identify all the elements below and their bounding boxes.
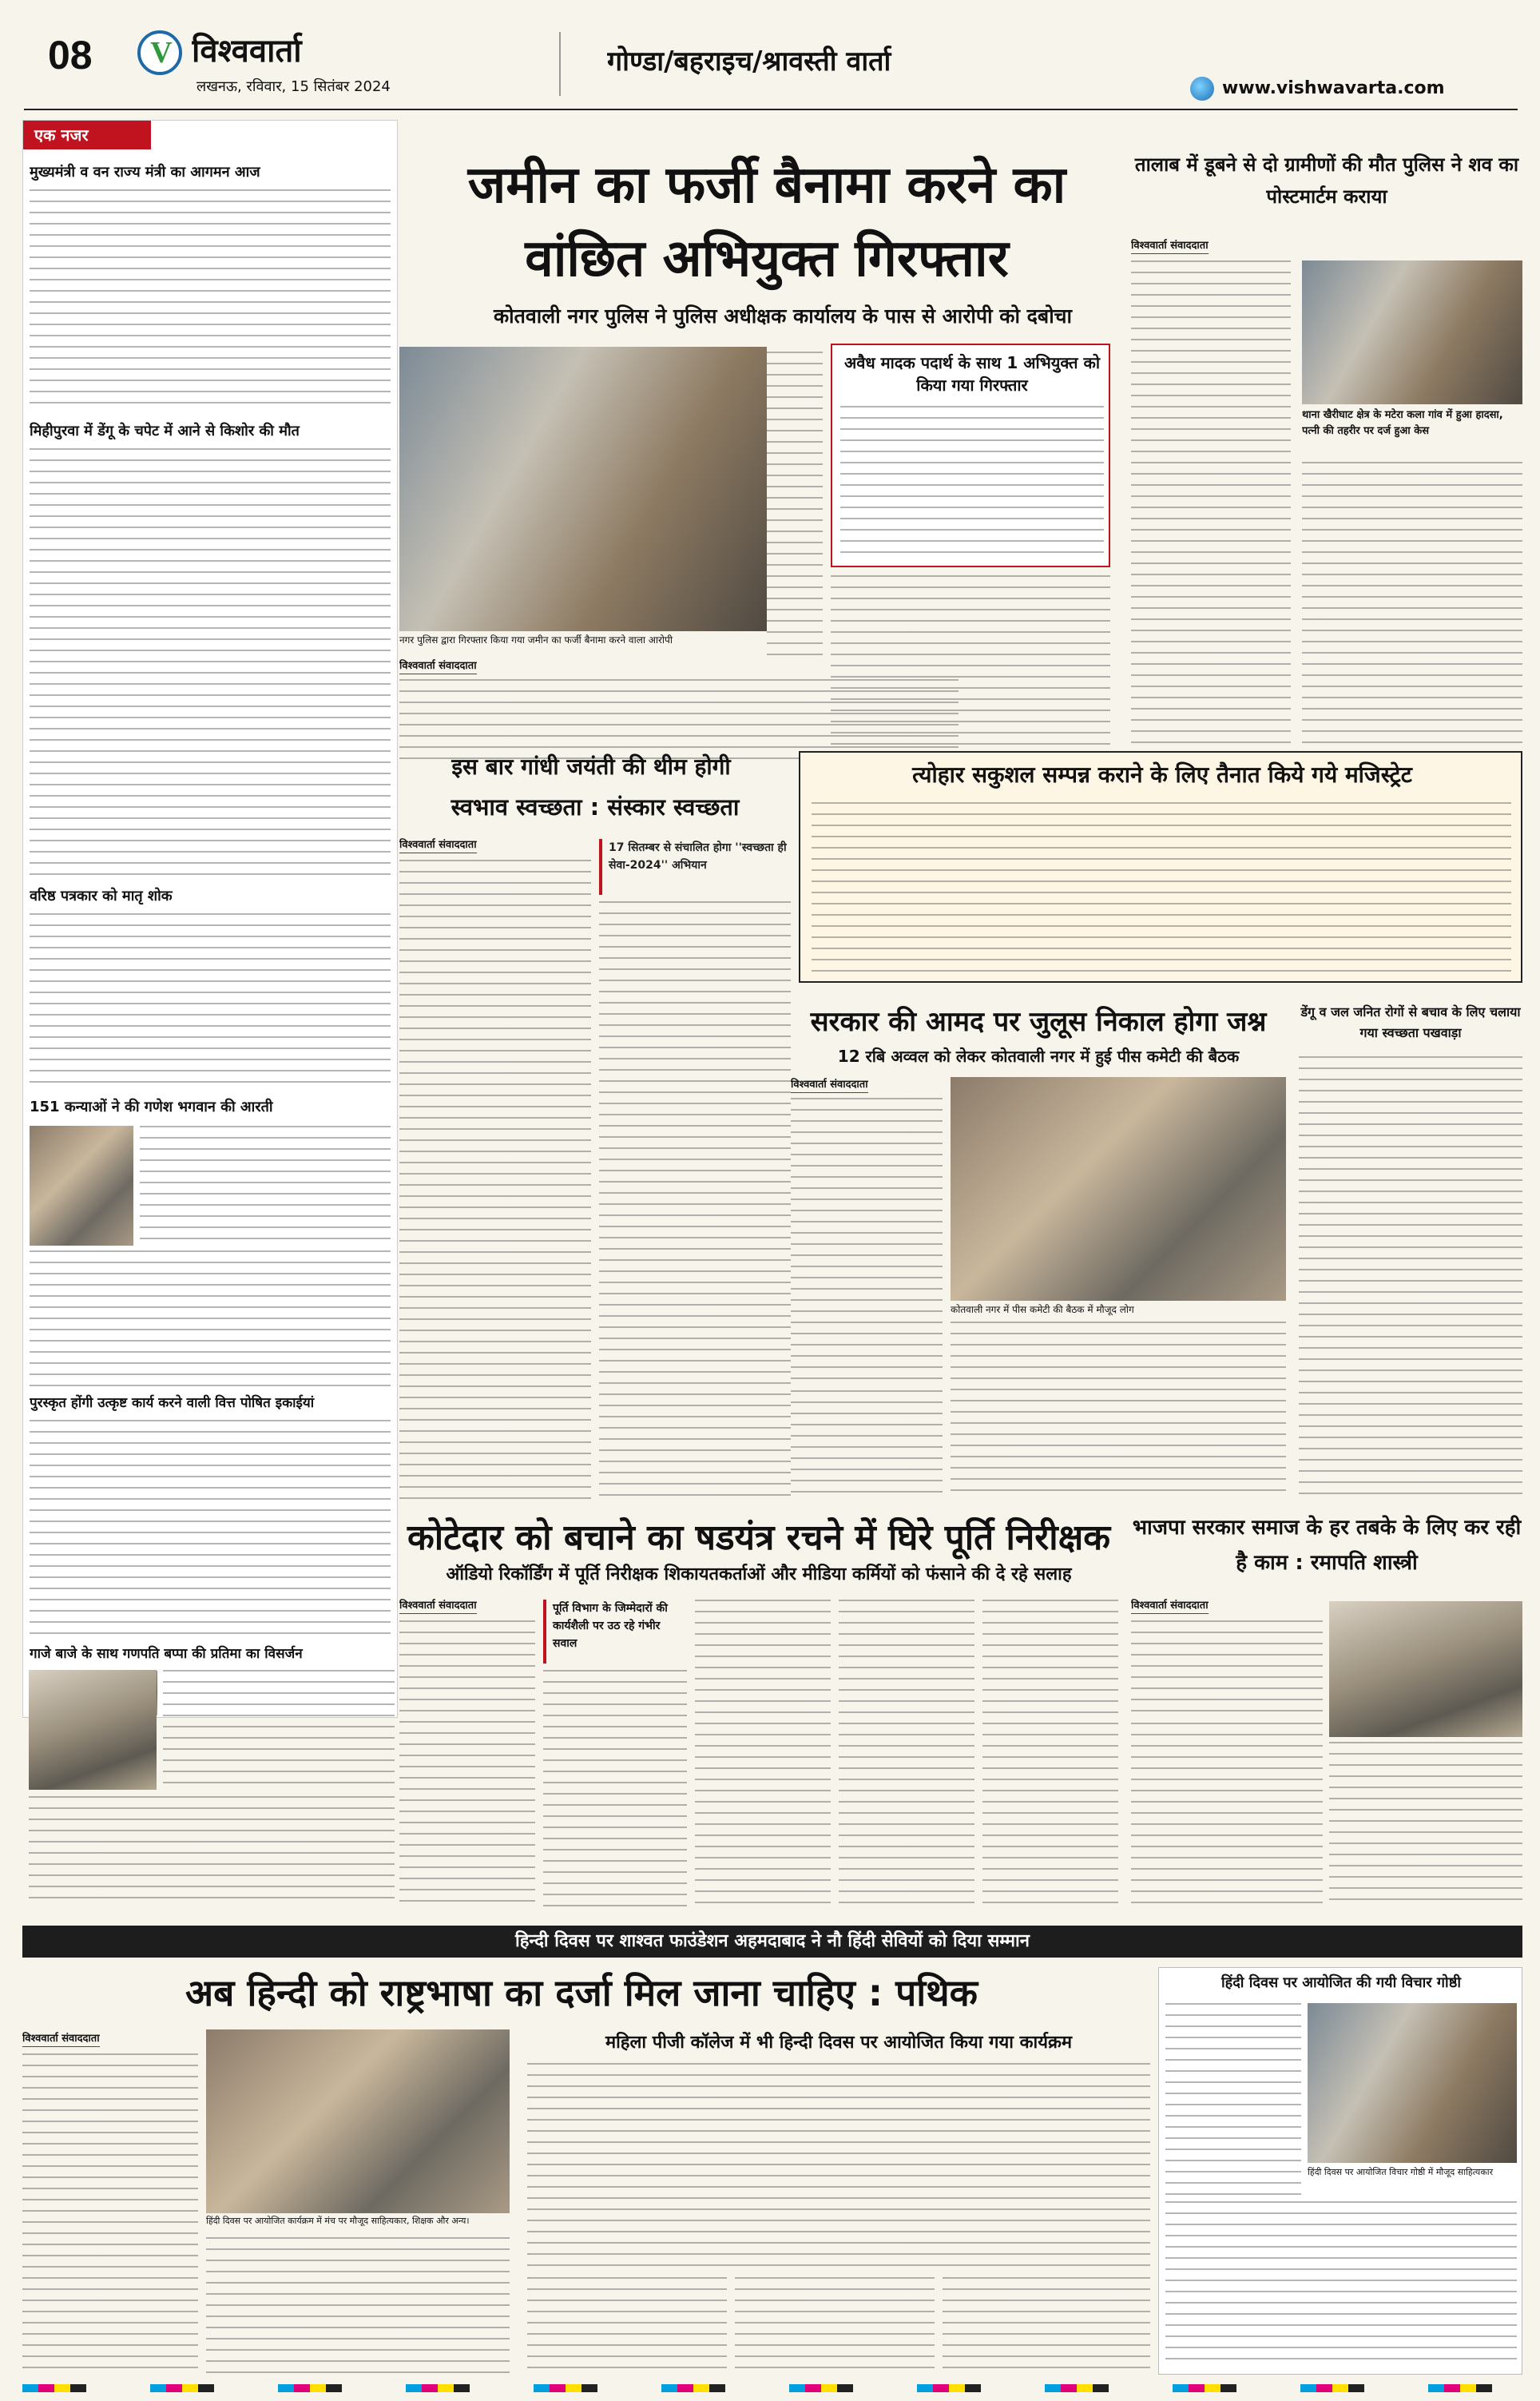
drowning-byline [1131, 237, 1307, 254]
juloos-body [951, 1322, 1286, 1497]
globe-icon [1190, 77, 1214, 101]
brief-body [30, 913, 391, 1089]
kotedar-body [982, 1600, 1118, 1910]
hindi-headline: अब हिन्दी को राष्ट्रभाषा का दर्जा मिल जाना चाहिए : पथिक [185, 1971, 978, 2014]
goshthi-photo [1308, 2003, 1517, 2163]
byline: विश्ववार्ता संवाददाता [1131, 1597, 1209, 1614]
juloos-body [791, 1390, 943, 1499]
logo: V [137, 30, 182, 75]
juloos-byline [791, 1075, 966, 1093]
hindi-byline [22, 2029, 198, 2047]
kotedar-body [839, 1600, 974, 1910]
hindi-photo [206, 2029, 510, 2213]
mahila-body [527, 2063, 1150, 2271]
brief-body [163, 1670, 395, 1790]
liquor-body [840, 406, 1104, 561]
juloos-photo [951, 1077, 1286, 1301]
byline: विश्ववार्ता संवाददाता [399, 837, 477, 853]
byline: विश्ववार्ता संवाददाता [791, 1076, 868, 1093]
hindi-photo-caption: हिंदी दिवस पर आयोजित कार्यक्रम में मंच पर मौजूद साहित्यकार, शिक्षक और अन्य। [206, 2216, 470, 2226]
hindi-banner [22, 1926, 1522, 1958]
visarjan-photo [29, 1670, 157, 1790]
drowning-photo [1302, 260, 1522, 404]
brief-body [29, 1796, 395, 1908]
lead-body [831, 575, 1110, 759]
festival-body [812, 802, 1511, 973]
brief-body [30, 448, 391, 880]
bjp-byline [1131, 1596, 1307, 1614]
mahila-body [943, 2277, 1150, 2373]
byline: विश्ववार्ता संवाददाता [399, 1597, 477, 1614]
website-link[interactable]: www.vishwavarta.com [1222, 78, 1445, 98]
gandhi-headline-2: स्वभाव स्वच्छता : संस्कार स्वच्छता [450, 793, 740, 821]
hindi-body [22, 2053, 198, 2373]
drowning-body [1302, 462, 1522, 756]
juloos-photo-caption: कोतवाली नगर में पीस कमेटी की बैठक में मौजूद लोग [951, 1304, 1134, 1315]
goshthi-body [1165, 2201, 1517, 2369]
dateline: लखनऊ, रविवार, 15 सितंबर 2024 [196, 78, 391, 95]
brief-title: मुख्यमंत्री व वन राज्य मंत्री का आगमन आज [30, 164, 260, 181]
gandhi-pull-quote: 17 सितम्बर से संचालित होगा ''स्वच्छता ही सेवा-2024'' अभियान [599, 839, 791, 895]
ek-nazar-label: एक नजर [23, 121, 151, 149]
gandhi-body [399, 860, 591, 1499]
paper-name: विश्ववार्ता [192, 33, 302, 67]
brief-title: गाजे बाजे के साथ गणपति बप्पा की प्रतिमा का विसर्जन [30, 1646, 303, 1662]
lead-subhead: कोतवाली नगर पुलिस ने पुलिस अधीक्षक कार्यालय के पास से आरोपी को दबोचा [493, 304, 1073, 328]
dengue-body [1299, 1056, 1522, 1499]
juloos-body [791, 1098, 943, 1385]
lead-photo-caption: नगर पुलिस द्वारा गिरफ्तार किया गया जमीन का फर्जी बैनामा करने वाला आरोपी [399, 634, 673, 646]
byline: विश्ववार्ता संवाददाता [1131, 237, 1209, 254]
masthead-rule [24, 109, 1518, 110]
drowning-body [1131, 260, 1291, 756]
bjp-body [1131, 1620, 1323, 1716]
lead-body [767, 352, 823, 655]
goshthi-body [1165, 2003, 1301, 2195]
bjp-body [1329, 1742, 1522, 1910]
brief-body [140, 1126, 391, 1246]
gandhi-byline [399, 836, 575, 853]
mahila-headline: महिला पीजी कॉलेज में भी हिन्दी दिवस पर आयोजित किया गया कार्यक्रम [605, 2033, 1073, 2053]
drowning-headline: तालाब में डूबने से दो ग्रामीणों की मौत पुलिस ने शव का पोस्टमार्टम कराया [1134, 153, 1519, 208]
brief-body [30, 189, 391, 413]
lead-photo [399, 347, 767, 631]
section-title: गोण्डा/बहराइच/श्रावस्ती वार्ता [607, 46, 891, 78]
kotedar-subhead: ऑडियो रिकॉर्डिंग में पूर्ति निरीक्षक शिकायतकर्ताओं और मीडिया कर्मियों को फंसाने की दे रहे सलाह [446, 1564, 1072, 1584]
mahila-body [735, 2277, 935, 2373]
lead-byline [399, 657, 639, 674]
goshthi-photo-caption: हिंदी दिवस पर आयोजित विचार गोष्ठी में मौजूद साहित्यकार [1308, 2167, 1494, 2177]
masthead [0, 0, 1540, 110]
bjp-body [1131, 1723, 1323, 1910]
hindi-body [206, 2237, 510, 2373]
lead-headline: जमीन का फर्जी बैनामा करने का वांछित अभियुक्त गिरफ्तार [467, 156, 1066, 288]
liquor-box [831, 344, 1110, 567]
goshthi-box [1158, 1967, 1522, 2375]
festival-headline: त्योहार सकुशल सम्पन्न कराने के लिए तैनात किये गये मजिस्ट्रेट [912, 761, 1412, 788]
kotedar-body [399, 1620, 535, 1910]
byline: विश्ववार्ता संवाददाता [399, 658, 477, 674]
juloos-headline: सरकार की आमद पर जुलूस निकाल होगा जश्न [810, 1006, 1267, 1038]
registration-strip [22, 2381, 1522, 2395]
bjp-photo [1329, 1601, 1522, 1737]
kotedar-headline: कोटेदार को बचाने का षडयंत्र रचने में घिरे पूर्ति निरीक्षक [407, 1517, 1111, 1558]
brief-body [30, 1250, 391, 1386]
juloos-subhead: 12 रबि अव्वल को लेकर कोतवाली नगर में हुई पीस कमेटी की बैठक [837, 1047, 1240, 1066]
liquor-headline: अवैध मादक पदार्थ के साथ 1 अभियुक्त को किया गया गिरफ्तार [843, 353, 1101, 395]
masthead-divider [559, 32, 561, 96]
byline: विश्ववार्ता संवाददाता [22, 2030, 100, 2047]
kotedar-pull-quote: पूर्ति विभाग के जिम्मेदारों की कार्यशैली पर उठ रहे गंभीर सवाल [543, 1600, 687, 1664]
dengue-headline: डेंगू व जल जनित रोगों से बचाव के लिए चलाया गया स्वच्छता पखवाड़ा [1300, 1004, 1521, 1040]
brief-photo [30, 1126, 133, 1246]
mahila-body [527, 2277, 727, 2373]
gandhi-body [599, 901, 791, 1499]
hindi-banner-text: हिन्दी दिवस पर शाश्वत फाउंडेशन अहमदाबाद ने नौ हिंदी सेवियों को दिया सम्मान [515, 1931, 1030, 1951]
bjp-headline: भाजपा सरकार समाज के हर तबके के लिए कर रही है काम : रमापति शास्त्री [1132, 1516, 1522, 1575]
drowning-photo-caption: थाना खैरीघाट क्षेत्र के मटेरा कला गांव में हुआ हादसा, पत्नी की तहरीर पर दर्ज हुआ केस [1302, 409, 1503, 437]
kotedar-body [695, 1600, 831, 1910]
brief-title: वरिष्ठ पत्रकार को मातृ शोक [30, 888, 173, 904]
page-number: 08 [48, 33, 93, 78]
brief-title: 151 कन्याओं ने की गणेश भगवान की आरती [30, 1099, 273, 1115]
kotedar-body [543, 1670, 687, 1910]
ek-nazar-column [22, 120, 398, 1718]
brief-title: मिहीपुरवा में डेंगू के चपेट में आने से किशोर की मौत [30, 423, 300, 439]
festival-box [799, 751, 1522, 983]
brief-body [30, 1420, 391, 1636]
gandhi-headline-1: इस बार गांधी जयंती की थीम होगी [451, 753, 731, 780]
brief-title: पुरस्कृत होंगी उत्कृष्ट कार्य करने वाली वित्त पोषित इकाईयां [30, 1395, 315, 1411]
goshthi-headline: हिंदी दिवस पर आयोजित की गयी विचार गोष्ठी [1221, 1974, 1461, 1991]
